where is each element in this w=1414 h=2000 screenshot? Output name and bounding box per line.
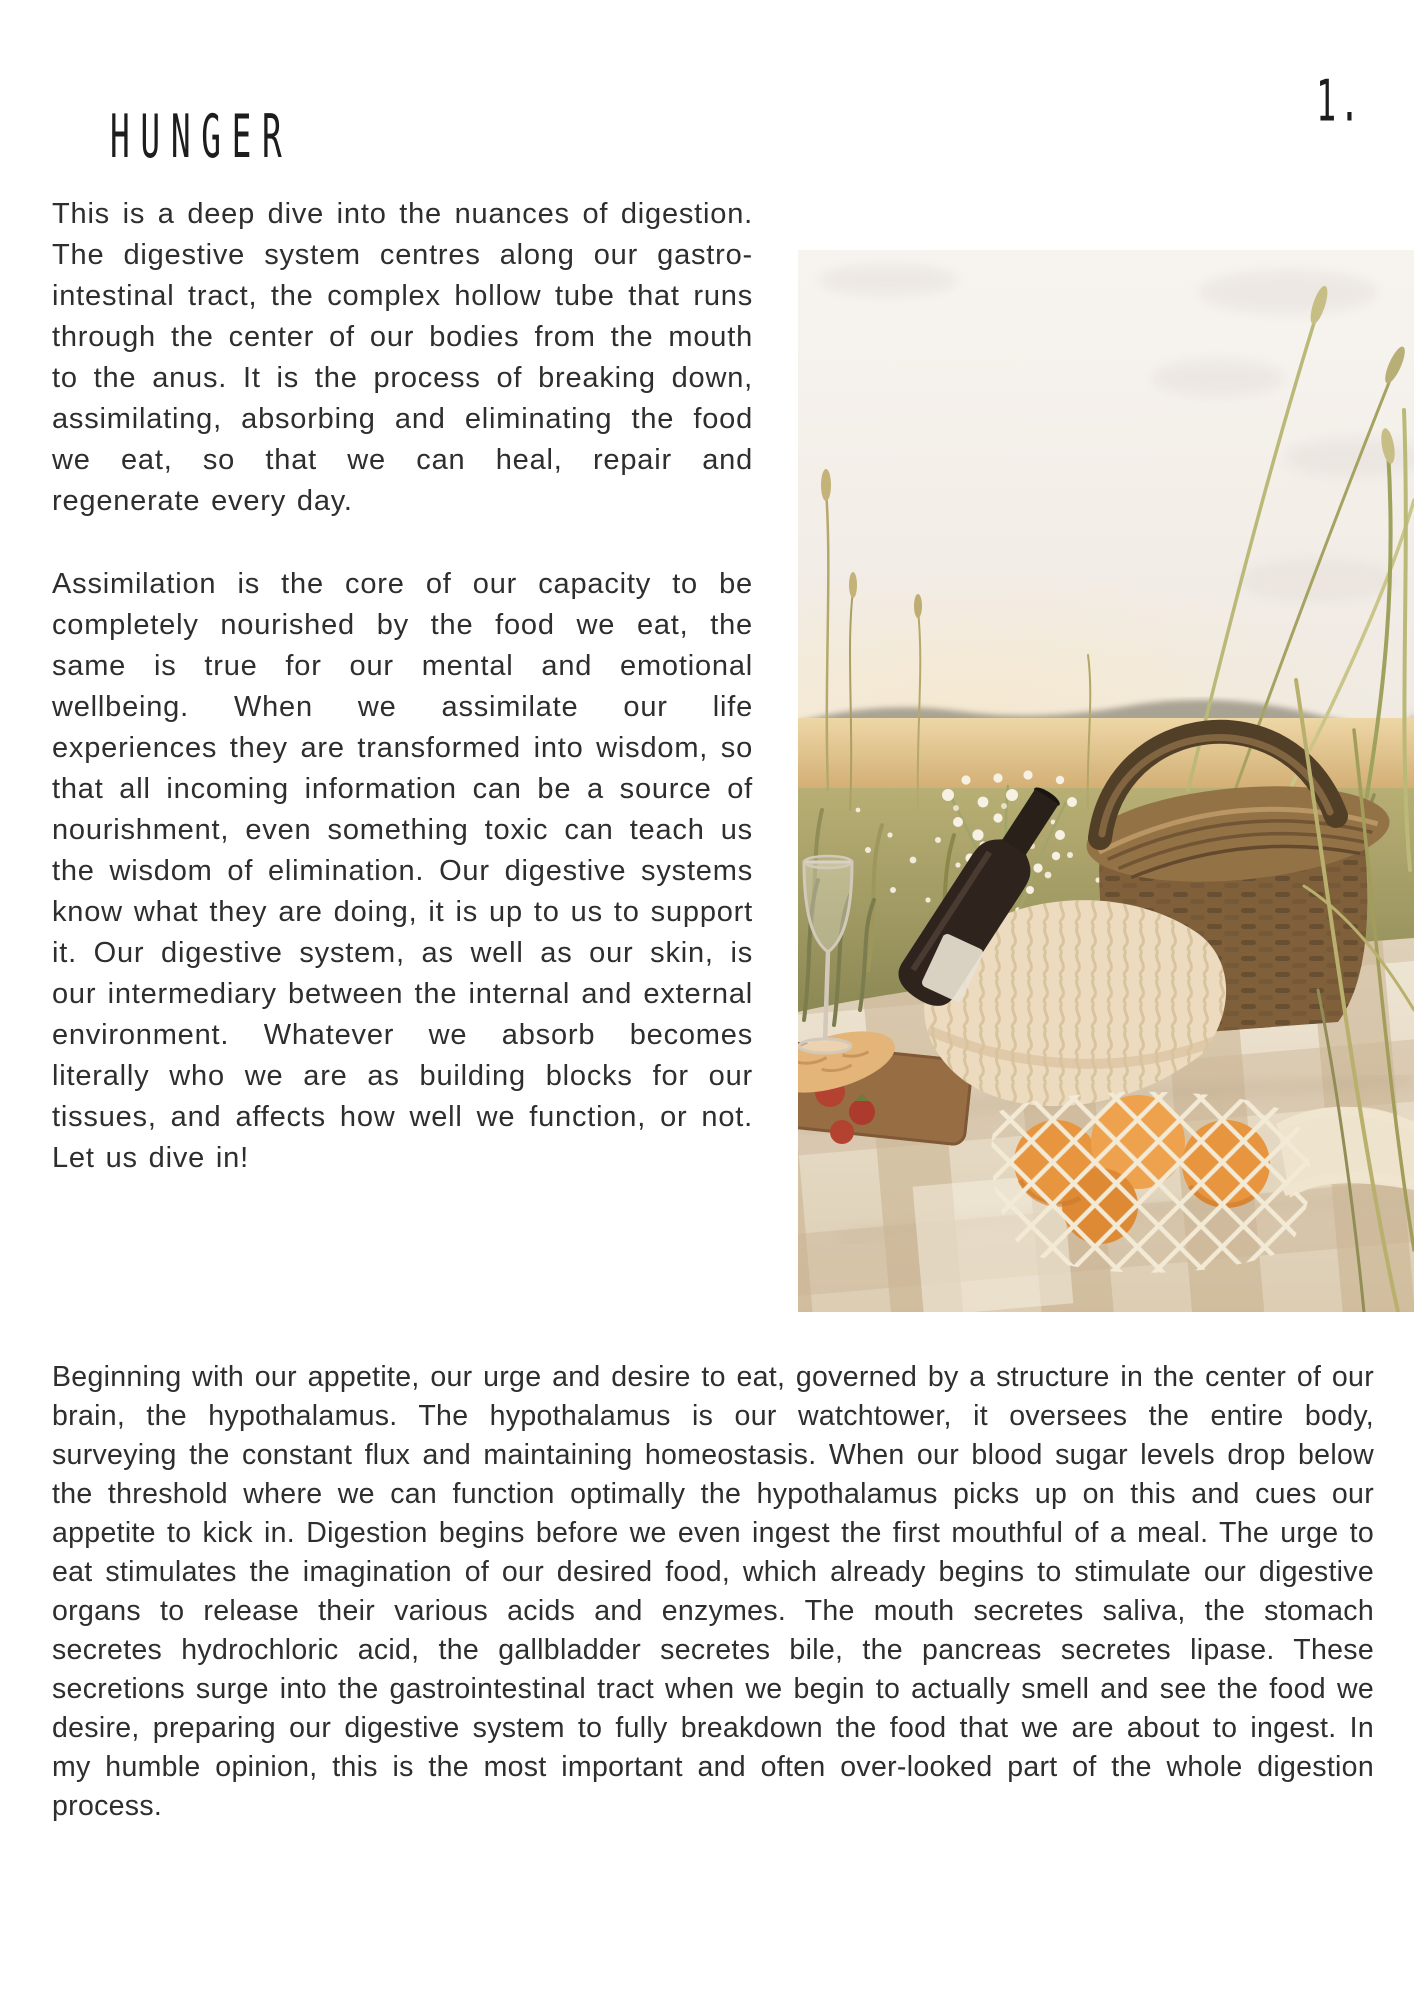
paragraph-intro: This is a deep dive into the nuances of digestion. The digestive system centres along our gastro-intestinal tract, the complex hollow tube that runs through the center of our bodies from the mouth to the anus. It is the process of breaking down, assimilating, absorbing and eliminating the food we eat, so that we can heal, repair and regenerate every day. xyxy=(52,198,753,517)
picnic-photo-illustration xyxy=(798,250,1414,1312)
page-title: HUNGER xyxy=(110,103,293,172)
left-text-column xyxy=(52,194,753,1179)
page-number: 1. xyxy=(1316,68,1363,135)
bottom-text-block xyxy=(52,1358,1374,1826)
paragraph-assimilation: Assimilation is the core of our capacity to be completely nourished by the food we eat, the same is true for our mental and emotional wellbeing. When we assimilate our life experiences they are transformed into wisdom, so that all incoming information can be a source of nourishment, even something toxic can teach us the wisdom of elimination. Our digestive systems know what they are doing, it is up to us to support it. Our digestive system, as well as our skin, is our intermediary between the internal and external environment. Whatever we absorb becomes literally who we are as building blocks for our tissues, and affects how well we function, or not. Let us dive in! xyxy=(52,568,753,1174)
picnic-photo xyxy=(798,250,1414,1312)
paragraph-appetite: Beginning with our appetite, our urge and desire to eat, governed by a structure in the center of our brain, the hypothalamus. The hypothalamus is our watchtower, it oversees the entire body, surveying the constant flux and maintaining homeostasis. When our blood sugar levels drop below the threshold where we can function optimally the hypothalamus picks up on this and cues our appetite to kick in. Digestion begins before we even ingest the first mouthful of a meal. The urge to eat stimulates the imagination of our desired food, which already begins to stimulate our digestive organs to release their various acids and enzymes. The mouth secretes saliva, the stomach secretes hydrochloric acid, the gallbladder secretes bile, the pancreas secretes lipase. These secretions surge into the gastrointestinal tract when we begin to actually smell and see the food we desire, preparing our digestive system to fully breakdown the food that we are about to ingest. In my humble opinion, this is the most important and often over-looked part of the whole digestion process. xyxy=(52,1361,1374,1822)
